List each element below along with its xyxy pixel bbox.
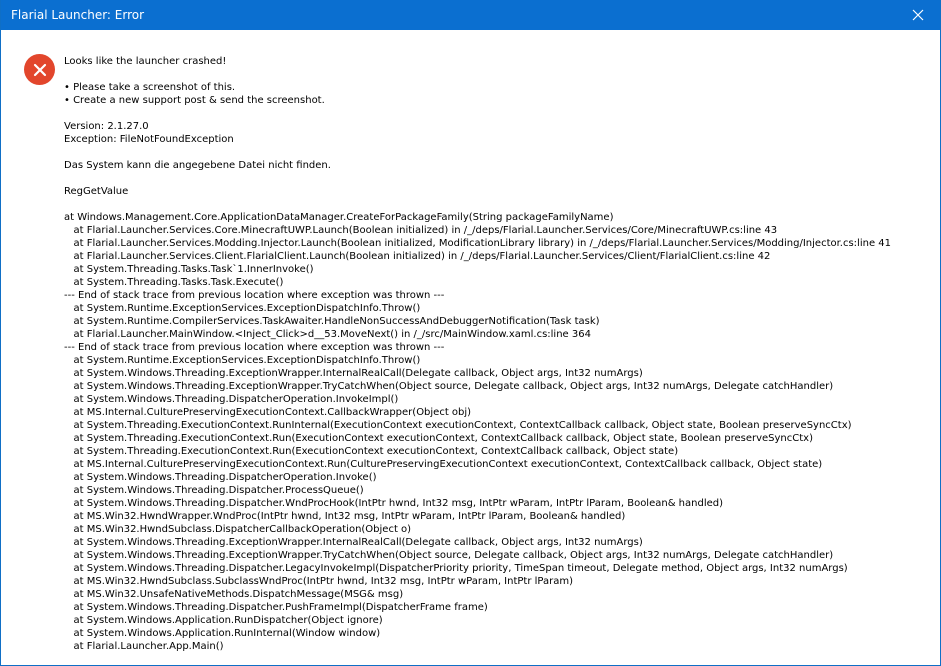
- message-line: Version: 2.1.27.0: [64, 121, 149, 132]
- message-line: [64, 172, 891, 185]
- message-line: Looks like the launcher crashed!: [64, 56, 227, 67]
- message-line: at System.Windows.Threading.DispatcherOperation.Invoke(): [64, 472, 377, 483]
- message-line: [64, 198, 891, 211]
- message-line: at System.Windows.Threading.ExceptionWrapper.InternalRealCall(Delegate callback, Object args, Int32 numArgs): [64, 537, 643, 548]
- message-line: • Create a new support post & send the screenshot.: [64, 95, 325, 106]
- message-line: at System.Threading.ExecutionContext.RunInternal(ExecutionContext executionContext, ContextCallback callback, Object state, Boolean preserveSyncCtx): [64, 420, 852, 431]
- message-line: at System.Windows.Threading.Dispatcher.WndProcHook(IntPtr hwnd, Int32 msg, IntPtr wParam, IntPtr lParam, Boolean& handled): [64, 498, 724, 509]
- message-line: at System.Windows.Threading.Dispatcher.PushFrameImpl(DispatcherFrame frame): [64, 602, 488, 613]
- message-line: [64, 68, 891, 81]
- message-line: at Flarial.Launcher.Services.Core.MinecraftUWP.Launch(Boolean initialized) in /_/deps/Flarial.Launcher.Services/Core/MinecraftUWP.cs:line 43: [64, 225, 778, 236]
- message-line: at System.Threading.Tasks.Task.Execute(): [64, 277, 284, 288]
- message-line: at System.Threading.ExecutionContext.Run(ExecutionContext executionContext, ContextCallback callback, Object state, Boolean preserveSyncCtx): [64, 433, 813, 444]
- message-line: at MS.Internal.CulturePreservingExecutionContext.CallbackWrapper(Object obj): [64, 407, 472, 418]
- message-line: --- End of stack trace from previous location where exception was thrown ---: [64, 290, 445, 301]
- message-line: at System.Windows.Threading.DispatcherOperation.InvokeImpl(): [64, 394, 399, 405]
- dialog-content: [1, 30, 940, 653]
- message-line: at MS.Internal.CulturePreservingExecutionContext.Run(CulturePreservingExecutionContext executionContext, ContextCallback callback, Object state): [64, 459, 823, 470]
- message-line: at Windows.Management.Core.ApplicationDataManager.CreateForPackageFamily(String packageFamilyName): [64, 212, 614, 223]
- message-line: at System.Windows.Threading.Dispatcher.LegacyInvokeImpl(DispatcherPriority priority, TimeSpan timeout, Delegate method, Object args, Int32 numArgs): [64, 563, 848, 574]
- message-line: Exception: FileNotFoundException: [64, 134, 234, 145]
- message-line: [64, 107, 891, 120]
- message-line: at System.Windows.Threading.ExceptionWrapper.TryCatchWhen(Object source, Delegate callback, Object args, Int32 numArgs, Delegate catchHandler): [64, 381, 834, 392]
- message-line: Das System kann die angegebene Datei nicht finden.: [64, 160, 331, 171]
- message-line: [64, 146, 891, 159]
- message-line: at MS.Win32.HwndSubclass.SubclassWndProc(IntPtr hwnd, Int32 msg, IntPtr wParam, IntPtr lParam): [64, 576, 573, 587]
- message-line: at System.Runtime.ExceptionServices.ExceptionDispatchInfo.Throw(): [64, 303, 421, 314]
- message-line: at System.Runtime.ExceptionServices.ExceptionDispatchInfo.Throw(): [64, 355, 421, 366]
- message-line: at System.Threading.Tasks.Task`1.InnerInvoke(): [64, 264, 314, 275]
- message-line: at System.Windows.Threading.ExceptionWrapper.InternalRealCall(Delegate callback, Object args, Int32 numArgs): [64, 368, 643, 379]
- error-message: [64, 51, 891, 653]
- message-line: • Please take a screenshot of this.: [64, 82, 236, 93]
- message-line: at System.Runtime.CompilerServices.TaskAwaiter.HandleNonSuccessAndDebuggerNotification(Task task): [64, 316, 600, 327]
- close-icon: [912, 9, 924, 21]
- message-line: --- End of stack trace from previous location where exception was thrown ---: [64, 342, 445, 353]
- window-title: Flarial Launcher: Error: [11, 8, 145, 22]
- message-line: at System.Threading.ExecutionContext.Run(ExecutionContext executionContext, ContextCallback callback, Object state): [64, 446, 679, 457]
- title-bar[interactable]: [1, 0, 940, 30]
- message-line: at Flarial.Launcher.App.Main(): [64, 641, 224, 652]
- message-line: at Flarial.Launcher.Services.Client.FlarialClient.Launch(Boolean initialized) in /_/deps/Flarial.Launcher.Services/Client/FlarialClient.cs:line 42: [64, 251, 771, 262]
- message-line: at System.Windows.Threading.ExceptionWrapper.TryCatchWhen(Object source, Delegate callback, Object args, Int32 numArgs, Delegate catchHandler): [64, 550, 834, 561]
- error-icon: [24, 54, 55, 85]
- message-line: at MS.Win32.HwndWrapper.WndProc(IntPtr hwnd, Int32 msg, IntPtr wParam, IntPtr lParam, Boolean& handled): [64, 511, 626, 522]
- message-line: at MS.Win32.UnsafeNativeMethods.DispatchMessage(MSG& msg): [64, 589, 404, 600]
- message-line: RegGetValue: [64, 186, 129, 197]
- message-line: at System.Windows.Application.RunDispatcher(Object ignore): [64, 615, 383, 626]
- close-button[interactable]: [896, 0, 940, 30]
- message-line: at System.Windows.Threading.Dispatcher.ProcessQueue(): [64, 485, 364, 496]
- message-line: at MS.Win32.HwndSubclass.DispatcherCallbackOperation(Object o): [64, 524, 412, 535]
- message-line: at Flarial.Launcher.Services.Modding.Injector.Launch(Boolean initialized, ModificationLibrary library) in /_/deps/Flarial.Launcher.Services/Modding/Injector.cs:line 41: [64, 238, 892, 249]
- message-line: at System.Windows.Application.RunInternal(Window window): [64, 628, 381, 639]
- message-line: at Flarial.Launcher.MainWindow.<Inject_Click>d__53.MoveNext() in /_/src/MainWindow.xaml.cs:line 364: [64, 329, 591, 340]
